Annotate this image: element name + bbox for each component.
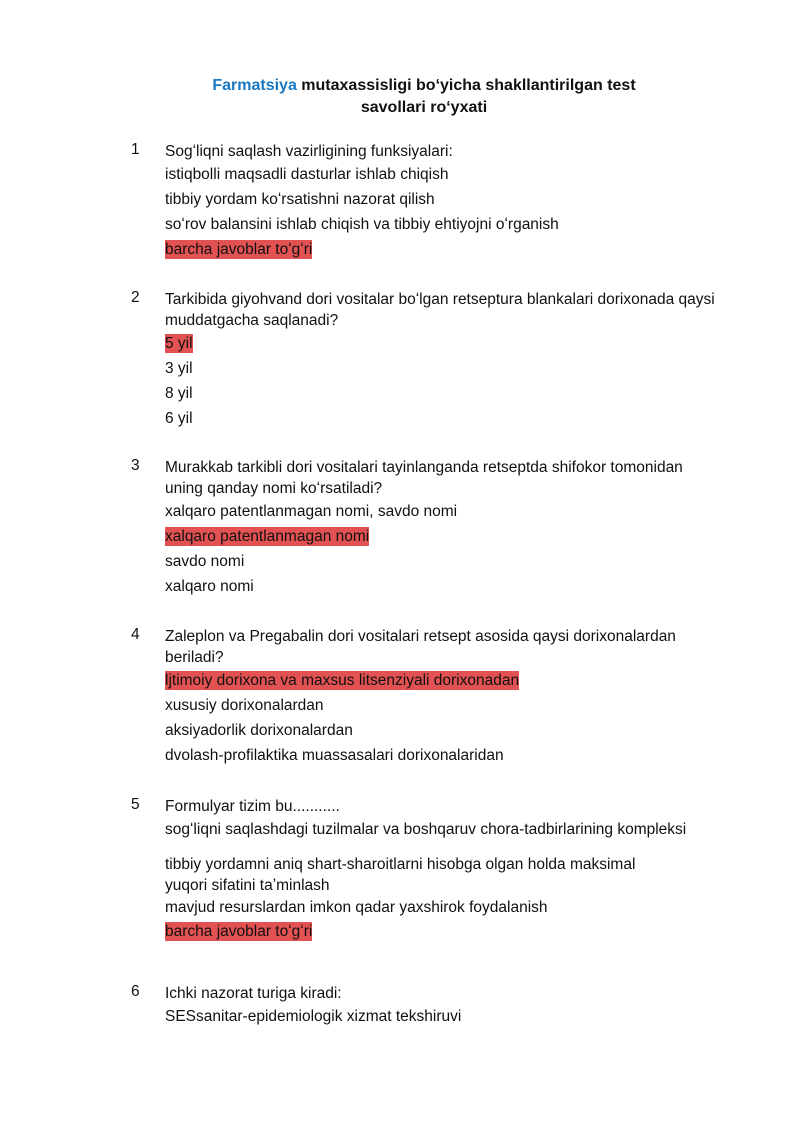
question-number: 5 [131,796,140,813]
title-line-1-rest: mutaxassisligi boʻyicha shakllantirilgan test [296,77,636,94]
answer-option: sogʻliqni saqlashdagi tuzilmalar va boshqaruv chora-tadbirlarining kompleksi [165,821,687,838]
answer-option: 3 yil [165,360,193,377]
answer-option-correct: barcha javoblar toʻgʻri [165,241,313,258]
answer-option: soʻrov balansini ishlab chiqish va tibbiy ehtiyojni oʻrganish [165,216,559,233]
answer-option: istiqbolli maqsadli dasturlar ishlab chiqish [165,166,449,183]
answer-option: mavjud resurslardan imkon qadar yaxshirok foydalanish [165,899,548,916]
answer-option: tibbiy yordam koʻrsatishni nazorat qilish [165,191,435,208]
answer-option: 6 yil [165,410,193,427]
answer-option: savdo nomi [165,553,245,570]
question-number: 3 [131,457,140,474]
question-text: Formulyar tizim bu........... [165,798,340,815]
answer-option-correct: xalqaro patentlanmagan nomi [165,528,370,545]
question-number: 1 [131,141,140,158]
answer-option: dvolash-profilaktika muassasalari dorixonalaridan [165,747,504,764]
answer-option-correct: 5 yil [165,335,193,352]
answer-option: aksiyadorlik dorixonalardan [165,722,353,739]
answer-option-correct: barcha javoblar toʻgʻri [165,923,313,940]
question-text: Ichki nazorat turiga kiradi: [165,985,342,1002]
question-text: Sogʻliqni saqlash vazirligining funksiyalari: [165,143,453,160]
title-accent: Farmatsiya [212,77,297,94]
answer-option: 8 yil [165,385,193,402]
question-number: 4 [131,626,140,643]
answer-option: xalqaro patentlanmagan nomi, savdo nomi [165,503,458,520]
question-text: Murakkab tarkibli dori vositalari tayinlanganda retseptda shifokor tomonidan uning qanday nomi koʻrsatiladi? [165,459,683,497]
question-text: Tarkibida giyohvand dori vositalar boʻlgan retseptura blankalari dorixonada qaysi muddatgacha saqlanadi? [165,291,715,329]
question-text: Zaleplon va Pregabalin dori vositalari retsept asosida qaysi dorixonalardan beriladi? [165,628,676,666]
question-number: 6 [131,983,140,1000]
title-line-2: savollari roʻyxati [360,99,488,116]
answer-option: SESsanitar-epidemiologik xizmat tekshiruvi [165,1008,462,1025]
document-title [0,75,800,119]
question-number: 2 [131,289,140,306]
answer-option: tibbiy yordamni aniq shart-sharoitlarni hisobga olgan holda maksimal yuqori sifatini taʼminlash [165,856,636,894]
title-line-1 [0,75,800,97]
answer-option: xususiy dorixonalardan [165,697,324,714]
answer-option: xalqaro nomi [165,578,254,595]
answer-option-correct: ljtimoiy dorixona va maxsus litsenziyali dorixonadan [165,672,520,689]
